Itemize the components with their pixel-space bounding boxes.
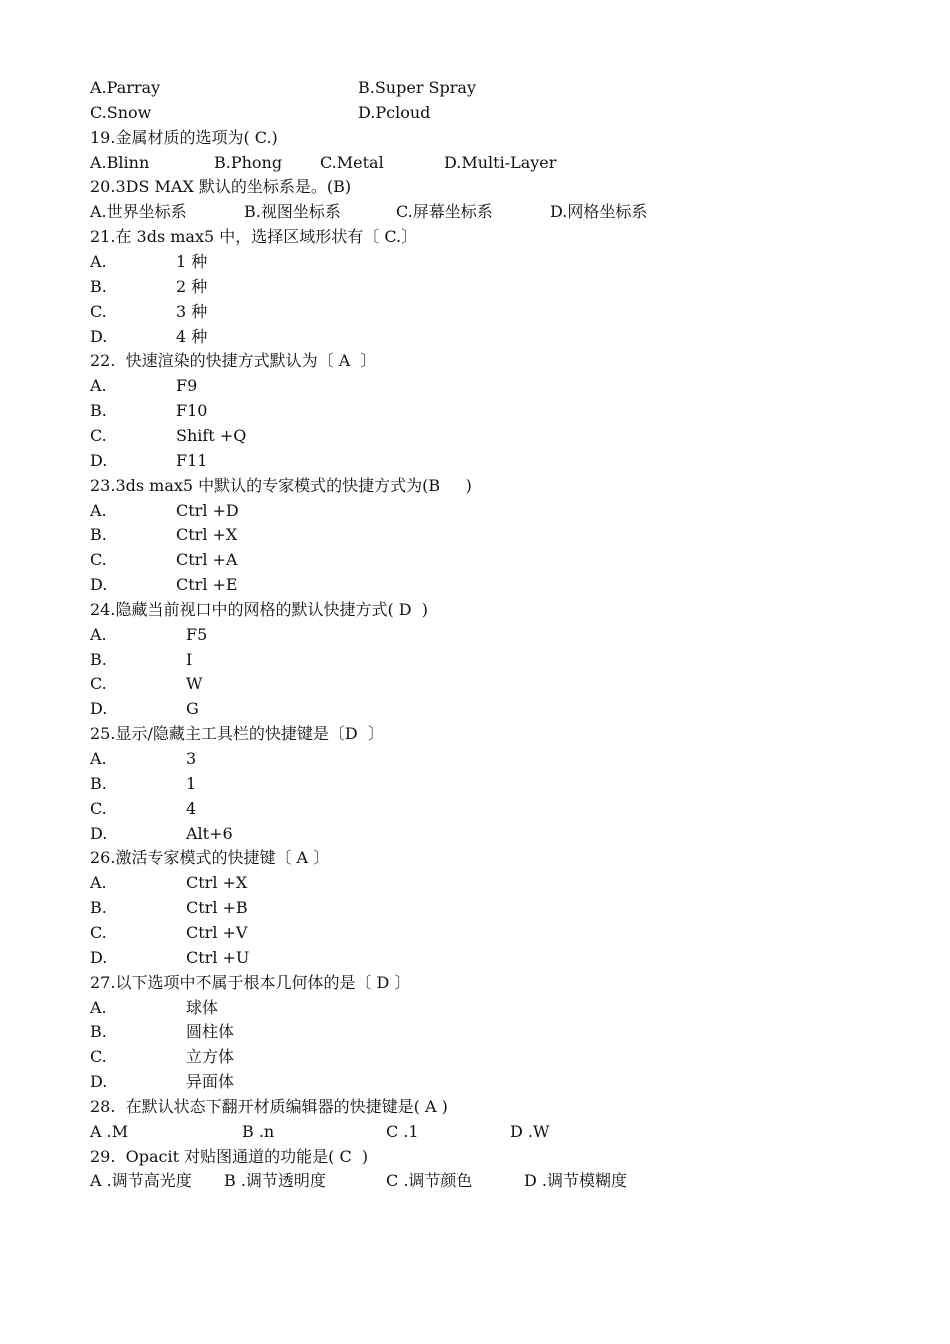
- option-text: Shift +Q: [176, 425, 247, 445]
- option-text: 球体: [186, 997, 219, 1017]
- line-text: D.: [90, 823, 108, 843]
- option-text: D .调节模糊度: [524, 1171, 628, 1191]
- option-text: 3 种: [176, 301, 208, 321]
- line-text: D.: [90, 699, 108, 719]
- line-text: 27.以下选项中不属于根本几何体的是〔 D 〕: [90, 972, 411, 992]
- option-text: D.Multi-Layer: [444, 152, 557, 172]
- line-text: 29. Opacit 对贴图通道的功能是( C ): [90, 1146, 369, 1166]
- option-text: Ctrl +X: [186, 873, 248, 893]
- line-text: A.: [90, 624, 107, 644]
- option-text: Ctrl +E: [176, 575, 238, 594]
- option-text: 1: [186, 773, 197, 793]
- option-text: Ctrl +D: [176, 500, 239, 520]
- line-text: C.: [90, 674, 107, 694]
- option-text: 1 种: [176, 252, 208, 271]
- option-text: Alt+6: [186, 823, 233, 843]
- line-text: D.: [90, 1072, 108, 1091]
- line-text: 23.3ds max5 中默认的专家模式的快捷方式为(B ): [90, 475, 472, 495]
- line-text: 25.显示/隐藏主工具栏的快捷键是〔D 〕: [90, 724, 384, 744]
- option-text: B .n: [242, 1121, 275, 1141]
- option-text: C .调节颜色: [386, 1171, 473, 1191]
- option-text: B .调节透明度: [224, 1171, 326, 1191]
- option-text: C.Metal: [320, 152, 384, 172]
- line-text: A.: [90, 873, 107, 893]
- line-text: D.: [90, 575, 108, 594]
- line-text: D.: [90, 450, 108, 470]
- line-text: C.: [90, 1047, 107, 1067]
- option-text: D.Pcloud: [358, 102, 431, 122]
- option-text: I: [186, 649, 193, 669]
- option-text: 4 种: [176, 326, 208, 346]
- line-text: A.: [90, 500, 107, 520]
- option-text: B.Super Spray: [358, 78, 476, 97]
- line-text: 24.隐藏当前视口中的网格的默认快捷方式( D ): [90, 599, 429, 619]
- line-text: A.世界坐标系: [90, 202, 187, 222]
- line-text: C.: [90, 301, 107, 321]
- line-text: 19.金属材质的选项为( C.): [90, 127, 278, 147]
- line-text: B.: [90, 898, 107, 918]
- option-text: Ctrl +X: [176, 525, 238, 545]
- line-text: B.: [90, 276, 107, 296]
- option-text: 立方体: [186, 1047, 235, 1067]
- line-text: C.: [90, 550, 107, 570]
- option-text: D.网格坐标系: [550, 202, 648, 222]
- option-text: B.视图坐标系: [244, 202, 341, 222]
- line-text: A.: [90, 749, 107, 768]
- line-text: 20.3DS MAX 默认的坐标系是。(B): [90, 177, 352, 197]
- option-text: B.Phong: [214, 152, 283, 172]
- line-text: A.Blinn: [90, 152, 150, 172]
- option-text: F11: [176, 450, 208, 470]
- option-text: D .W: [510, 1121, 550, 1141]
- line-text: 28. 在默认状态下翻开材质编辑器的快捷键是( A ): [90, 1096, 448, 1116]
- line-text: B.: [90, 401, 107, 421]
- line-text: A .M: [90, 1121, 129, 1141]
- option-text: Ctrl +B: [186, 898, 248, 918]
- line-text: 21.在 3ds max5 中，选择区域形状有〔 C.〕: [90, 227, 418, 247]
- line-text: C.: [90, 798, 107, 818]
- line-text: 26.激活专家模式的快捷键〔 A 〕: [90, 848, 330, 868]
- line-text: A.: [90, 376, 107, 396]
- line-text: A .调节高光度: [90, 1171, 192, 1191]
- option-text: Ctrl +U: [186, 947, 250, 967]
- line-text: A.: [90, 252, 107, 271]
- option-text: 3: [186, 749, 197, 768]
- option-text: Ctrl +V: [186, 922, 248, 942]
- line-text: B.: [90, 649, 107, 669]
- line-text: B.: [90, 773, 107, 793]
- option-text: W: [186, 674, 203, 694]
- option-text: C .1: [386, 1121, 419, 1141]
- option-text: 异面体: [186, 1072, 235, 1091]
- line-text: C.Snow: [90, 102, 152, 122]
- option-text: F10: [176, 401, 208, 421]
- line-text: B.: [90, 1022, 107, 1042]
- line-text: A.Parray: [90, 78, 161, 97]
- option-text: F5: [186, 624, 208, 644]
- option-text: G: [186, 699, 199, 719]
- line-text: C.: [90, 922, 107, 942]
- line-text: D.: [90, 947, 108, 967]
- option-text: 圆柱体: [186, 1022, 235, 1042]
- option-text: Ctrl +A: [176, 550, 238, 570]
- option-text: 4: [186, 798, 197, 818]
- line-text: A.: [90, 997, 107, 1017]
- line-text: D.: [90, 326, 108, 346]
- option-text: C.屏幕坐标系: [396, 202, 493, 222]
- line-text: B.: [90, 525, 107, 545]
- line-text: C.: [90, 425, 107, 445]
- option-text: F9: [176, 376, 198, 396]
- option-text: 2 种: [176, 276, 208, 296]
- line-text: 22. 快速渲染的快捷方式默认为〔 A 〕: [90, 351, 377, 371]
